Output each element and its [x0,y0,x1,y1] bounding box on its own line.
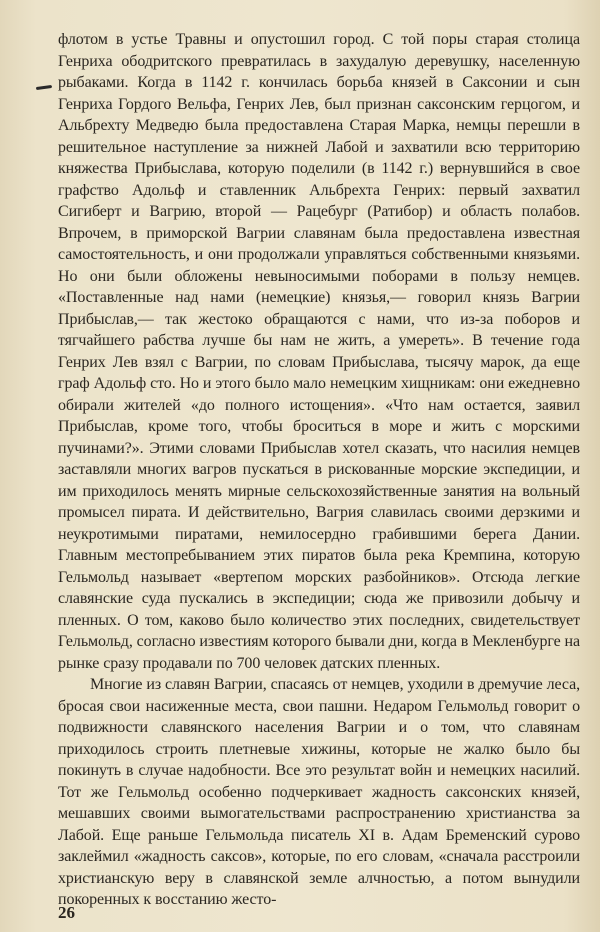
body-text [58,29,580,911]
paragraph-2: Многие из славян Вагрии, спасаясь от немцев, уходили в дремучие леса, бросая свои насиженные места, свои пашни. Недаром Гельмольд говорит о подвижности славянского населения Вагрии и о том, что славянам приходилось строить плетневые хижины, которые не жалко было бы покинуть в случае надобности. Все это результат войн и немецких насилий. Тот же Гельмольд особенно подчеркивает жадность саксонских князей, мешавших своими вымогательствами распространению христианства за Лабой. Еще раньше Гельмольда писатель XI в. Адам Бременский сурово заклеймил «жадность саксов», которые, по его словам, «сначала расстроили христианскую веру в славянской земле алчностью, а потом вынудили покоренных к восстанию жесто- [58,676,580,908]
margin-pencil-mark [36,85,52,90]
paragraph-1: флотом в устье Травны и опустошил город. С той поры старая столица Генриха ободритского превратилась в захудалую деревушку, населенную рыбаками. Когда в 1142 г. кончилась борьба князей в Саксонии и сын Генриха Гордого Вельфа, Генрих Лев, был признан саксонским герцогом, и Альбрехту Медведю была предоставлена Старая Марка, немцы перешли в решительное наступление за нижней Лабой и захватили всю территорию княжества Прибыслава, которую поделили (в 1142 г.) вернувшийся в свое графство Адольф и ставленник Альбрехта Генрих: первый захватил Сигиберт и Вагрию, второй — Рацебург (Ратибор) и область полабов. Впрочем, в приморской Вагрии славянам была предоставлена известная самостоятельность, и они продолжали управляться собственными князьями. Но они были обложены невыносимыми поборами в пользу немцев. «Поставленные над нами (немецкие) князья,— говорил князь Вагрии Прибыслав,— так жестоко обращаются с нами, что из-за поборов и тягчайшего рабства лучше бы нам не жить, а умереть». В течение года Генрих Лев взял с Вагрии, по словам Прибыслава, тысячу марок, да еще граф Адольф сто. Но и этого было мало немецким хищникам: они ежедневно обирали жителей «до полного истощения». «Что нам остается, заявил Прибыслав, кроме того, чтобы броситься в море и жить с морскими пучинами?». Этими словами Прибыслав хотел сказать, что насилия немцев заставляли многих вагров пускаться в рискованные морские экспедиции, и им приходилось менять мирные сельскохозяйственные занятия на вольный промысел пирата. И действительно, Вагрия славилась своими дерзкими и неукротимыми пиратами, немилосердно грабившими берега Дании. Главным местопребыванием этих пиратов была река Кремпина, которую Гельмольд называет «вертепом морских разбойников». Отсюда легкие славянские суда пускались в экспедиции; сюда же привозили добычу и пленных. О том, каково было количество этих последних, свидетельствует Гельмольд, согласно известиям которого бывали дни, когда в Мекленбурге на рынке сразу продавали по 700 человек датских пленных. [58,31,580,672]
page-number: 26 [58,903,75,922]
